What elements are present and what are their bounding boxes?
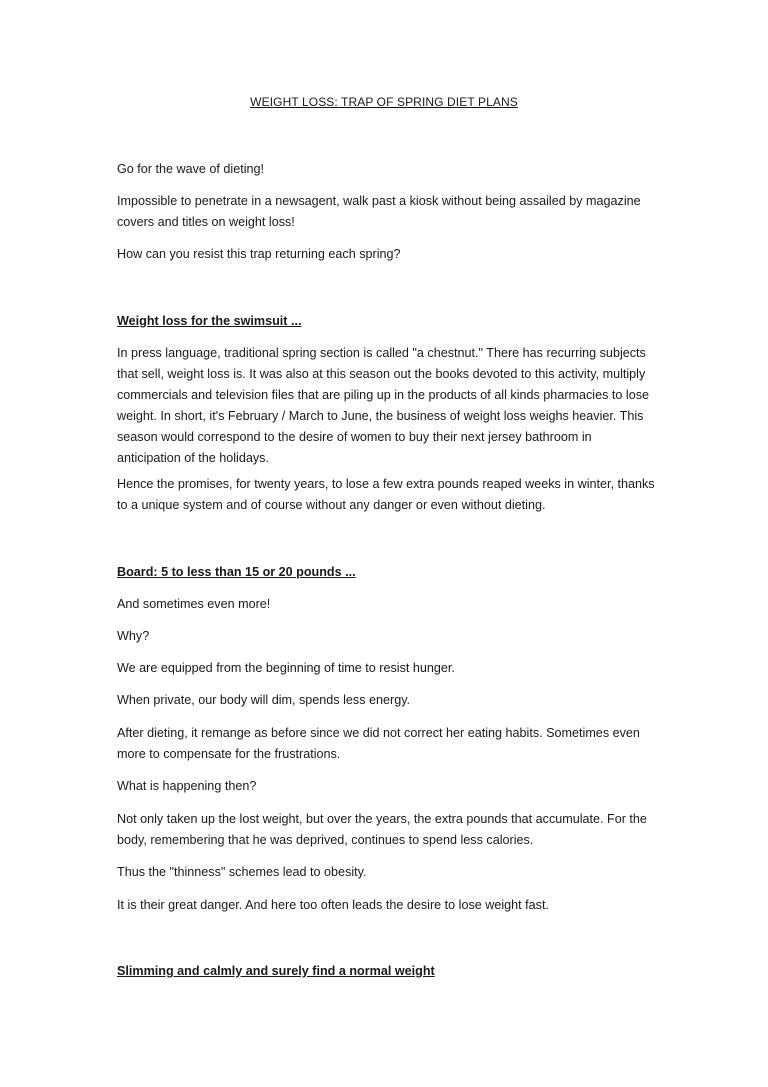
document-title: WEIGHT LOSS: TRAP OF SPRING DIET PLANS — [250, 95, 518, 109]
section-paragraph: We are equipped from the beginning of time to resist hunger. — [117, 661, 455, 675]
intro-paragraph: Impossible to penetrate in a newsagent, walk past a kiosk without being assailed by magazine covers and titles on weight loss! — [117, 194, 641, 229]
section-heading: Slimming and calmly and surely find a normal weight — [117, 964, 435, 978]
section-paragraph: After dieting, it remange as before since we did not correct her eating habits. Sometimes even more to compensate for the frustrations. — [117, 726, 640, 761]
section-paragraph: Thus the "thinness" schemes lead to obesity. — [117, 865, 367, 879]
section-paragraph: It is their great danger. And here too often leads the desire to lose weight fast. — [117, 898, 549, 912]
section-paragraph: In press language, traditional spring section is called "a chestnut." There has recurring subjects that sell, weight loss is. It was also at this season out the books devoted to this activity, multiply commercials and television files that are piling up in the products of all kinds pharmacies to lose weight. In short, it's February / March to June, the business of weight loss weighs heavier. This season would correspond to the desire of women to buy their next jersey bathroom in anticipation of the holidays. — [117, 346, 650, 465]
section-paragraph: Why? — [117, 629, 150, 643]
section-paragraph: And sometimes even more! — [117, 597, 271, 611]
intro-paragraph: Go for the wave of dieting! — [117, 162, 265, 176]
section-paragraph: Hence the promises, for twenty years, to lose a few extra pounds reaped weeks in winter, thanks to a unique system and of course without any danger or even without dieting. — [117, 477, 655, 512]
section-paragraph: Not only taken up the lost weight, but over the years, the extra pounds that accumulate. For the body, remembering that he was deprived, continues to spend less calories. — [117, 812, 647, 847]
section-heading: Board: 5 to less than 15 or 20 pounds ... — [117, 565, 356, 579]
intro-paragraph: How can you resist this trap returning each spring? — [117, 247, 401, 261]
section-paragraph: When private, our body will dim, spends less energy. — [117, 693, 411, 707]
section-heading: Weight loss for the swimsuit ... — [117, 314, 302, 328]
section-paragraph: What is happening then? — [117, 779, 257, 793]
